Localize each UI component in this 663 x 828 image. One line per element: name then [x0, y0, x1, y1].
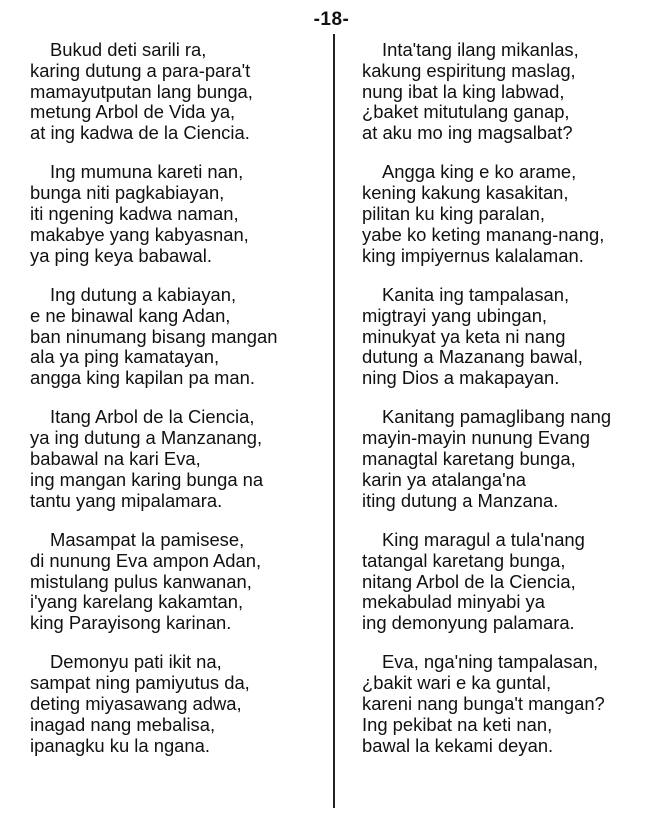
- verse-line: pilitan ku king paralan,: [362, 203, 545, 225]
- verse-line: nung ibat la king labwad,: [362, 80, 565, 102]
- verse-line: ¿bakit wari e ka guntal,: [362, 672, 552, 694]
- stanza: [362, 407, 658, 511]
- verse-line: mekabulad minyabi ya: [362, 591, 545, 613]
- verse-line: Ing dutung a kabiayan,: [50, 283, 237, 305]
- verse-line: sampat ning pamiyutus da,: [30, 672, 250, 694]
- stanza: [30, 40, 328, 144]
- verse-line: i'yang karelang kakamtan,: [30, 591, 244, 613]
- verse-line: bawal la kekami deyan.: [362, 734, 554, 756]
- verse-line: ing demonyung palamara.: [362, 612, 575, 634]
- verse-line: ipanagku ku la ngana.: [30, 734, 210, 756]
- verse-line: e ne binawal kang Adan,: [30, 304, 231, 326]
- stanza: [30, 530, 328, 634]
- stanza: [362, 162, 658, 266]
- verse-line: iting dutung a Manzana.: [362, 489, 559, 511]
- verse-line: kakung espiritung maslag,: [362, 59, 576, 81]
- verse-line: karin ya atalanga'na: [362, 468, 527, 490]
- verse-line: migtrayi yang ubingan,: [362, 304, 548, 326]
- verse-line: Bukud deti sarili ra,: [50, 39, 207, 60]
- verse-line: king Parayisong karinan.: [30, 612, 232, 634]
- verse-line: Itang Arbol de la Ciencia,: [50, 406, 255, 428]
- stanza: [30, 407, 328, 511]
- verse-line: ban ninumang bisang mangan: [30, 325, 278, 347]
- verse-line: mamayutputan lang bunga,: [30, 80, 253, 102]
- verse-line: Ing mumuna kareti nan,: [50, 161, 244, 183]
- verse-line: babawal na kari Eva,: [30, 448, 201, 470]
- verse-line: ning Dios a makapayan.: [362, 367, 560, 389]
- verse-line: Eva, nga'ning tampalasan,: [382, 651, 599, 673]
- verse-line: bunga niti pagkabiayan,: [30, 182, 225, 204]
- verse-line: tatangal karetang bunga,: [362, 549, 566, 571]
- stanza: [362, 530, 658, 634]
- verse-line: Angga king e ko arame,: [382, 161, 577, 183]
- verse-line: angga king kapilan pa man.: [30, 367, 255, 389]
- verse-line: Kanita ing tampalasan,: [382, 283, 570, 305]
- page-number: -18-: [313, 9, 350, 30]
- verse-line: tantu yang mipalamara.: [30, 489, 223, 511]
- stanza: [362, 652, 658, 756]
- verse-line: makabye yang kabyasnan,: [30, 223, 249, 245]
- verse-line: managtal karetang bunga,: [362, 448, 576, 470]
- verse-line: nitang Arbol de la Ciencia,: [362, 570, 576, 592]
- verse-line: Demonyu pati ikit na,: [50, 651, 222, 673]
- verse-line: ya ing dutung a Manzanang,: [30, 427, 263, 449]
- verse-line: mistulang pulus kanwanan,: [30, 570, 252, 592]
- verse-line: Ing pekibat na keti nan,: [362, 713, 553, 735]
- stanza: [30, 652, 328, 756]
- verse-line: ya ping keya babawal.: [30, 244, 212, 266]
- verse-line: metung Arbol de Vida ya,: [30, 101, 236, 123]
- verse-line: deting miyasawang adwa,: [30, 693, 242, 715]
- verse-line: ing mangan karing bunga na: [30, 468, 264, 490]
- verse-line: ala ya ping kamatayan,: [30, 346, 220, 368]
- verse-line: ¿baket mitutulang ganap,: [362, 101, 570, 123]
- column-divider: [333, 34, 335, 808]
- right-column: [362, 40, 658, 775]
- verse-line: inagad nang mebalisa,: [30, 713, 216, 735]
- verse-line: minukyat ya keta ni nang: [362, 325, 566, 347]
- verse-line: mayin-mayin nunung Evang: [362, 427, 590, 449]
- verse-line: at ing kadwa de la Ciencia.: [30, 122, 250, 144]
- verse-line: Kanitang pamaglibang nang: [382, 406, 612, 428]
- stanza: [362, 285, 658, 389]
- stanza: [30, 285, 328, 389]
- verse-line: King maragul a tula'nang: [382, 528, 585, 550]
- stanza: [362, 40, 658, 144]
- verse-line: karing dutung a para-para't: [30, 59, 251, 81]
- stanza: [30, 162, 328, 266]
- verse-line: king impiyernus kalalaman.: [362, 244, 584, 266]
- verse-line: kening kakung kasakitan,: [362, 182, 569, 204]
- verse-line: iti ngening kadwa naman,: [30, 203, 239, 225]
- verse-line: kareni nang bunga't mangan?: [362, 693, 605, 715]
- verse-line: Masampat la pamisese,: [50, 528, 245, 550]
- verse-line: Inta'tang ilang mikanlas,: [382, 39, 579, 60]
- verse-line: yabe ko keting manang-nang,: [362, 223, 605, 245]
- verse-line: at aku mo ing magsalbat?: [362, 122, 573, 144]
- verse-line: dutung a Mazanang bawal,: [362, 346, 583, 368]
- verse-line: di nunung Eva ampon Adan,: [30, 549, 262, 571]
- left-column: [30, 40, 328, 775]
